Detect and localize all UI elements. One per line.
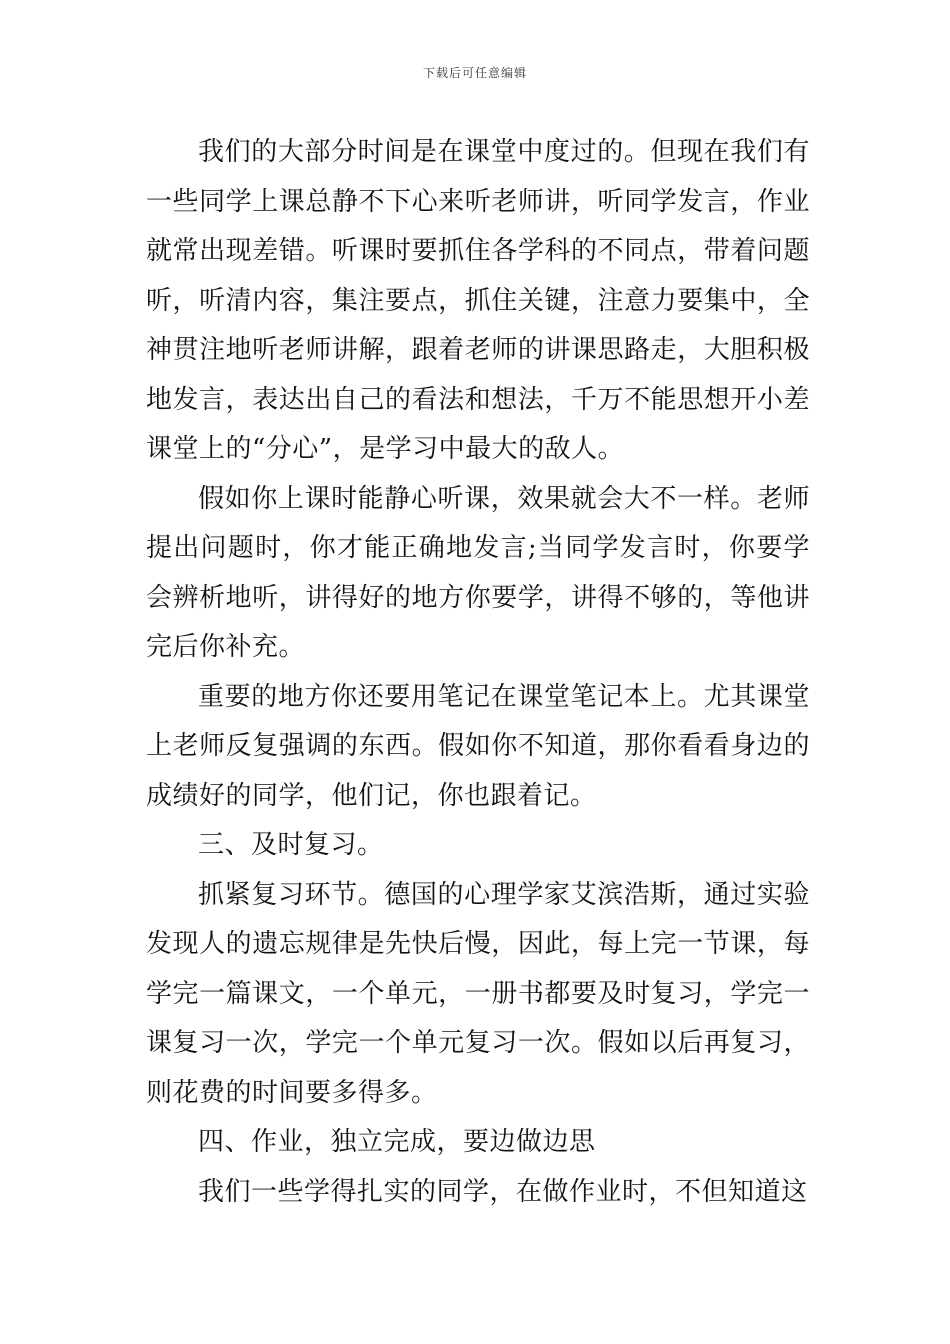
paragraph-review: 抓紧复习环节。德国的心理学家艾滨浩斯，通过实验发现人的遗忘规律是先快后慢，因此，每上完一节课，每学完一篇课文，一个单元，一册书都要及时复习，学完一课复习一次，学完一个单元复习一次。假如以后再复习，则花费的时间要多得多。 — [146, 879, 810, 1108]
document-body — [146, 128, 810, 1217]
paragraph-taking-notes: 重要的地方你还要用笔记在课堂笔记本上。尤其课堂上老师反复强调的东西。假如你不知道，那你看看身边的成绩好的同学，他们记，你也跟着记。 — [146, 681, 810, 811]
page-header: 下载后可任意编辑 — [422, 66, 527, 80]
paragraph-homework: 我们一些学得扎实的同学，在做作业时，不但知道这 — [198, 1176, 808, 1207]
paragraph-focused-listening: 假如你上课时能静心听课，效果就会大不一样。老师提出问题时，你才能正确地发言;当同学发言时，你要学会辨析地听，讲得好的地方你要学，讲得不够的，等他讲完后你补充。 — [146, 483, 810, 662]
section-heading-review: 三、及时复习。 — [198, 830, 384, 860]
paragraph-classroom-listening: 我们的大部分时间是在课堂中度过的。但现在我们有一些同学上课总静不下心来听老师讲，听同学发言，作业就常出现差错。听课时要抓住各学科的不同点，带着问题听，听清内容，集注要点，抓住关键，注意力要集中，全神贯注地听老师讲解，跟着老师的讲课思路走，大胆积极地发言，表达出自己的看法和想法，千万不能思想开小差课堂上的“分心”，是学习中最大的敌人。 — [146, 137, 810, 464]
section-heading-homework: 四、作业，独立完成，要边做边思 — [198, 1127, 596, 1157]
